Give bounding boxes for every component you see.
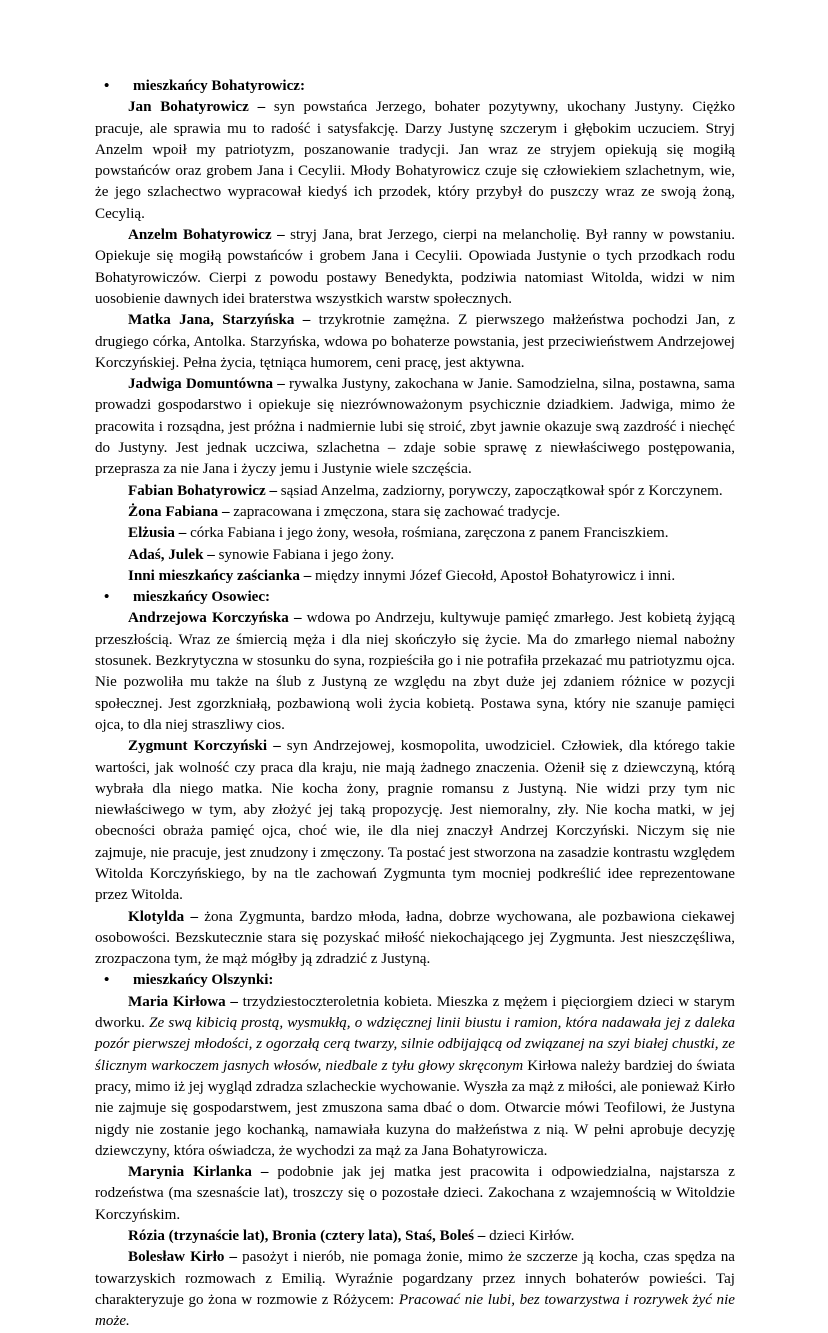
character-description: synowie Fabiana i jego żony. [214, 546, 395, 563]
character-name: Elżusia [128, 525, 175, 542]
character-name: Zygmunt Korczyński [128, 738, 268, 755]
entry-dash: – [269, 482, 277, 499]
character-name: Żona Fabiana [128, 503, 219, 520]
section-bullet-heading [95, 587, 735, 608]
character-description: rywalka Justyny, zakochana w Janie. Samodzielna, silna, postawna, sama prowadzi gospodarstwo i opiekuje się niezrównoważonym psychicznie dziadkiem. Jadwiga, mimo że pracowita i rozsądna, jest próżna i nadmiernie lubi się stroić, zbyt jawnie okazuje swą zazdrość i niechęć do Justyny. Jest jednak uczciwa, szlachetna – zdaje sobie sprawę z niewłaściwego postępowania, przeprasza za nie Jana i życzy jemu i Justynie wiele szczęścia. [95, 376, 735, 478]
section-heading-label: mieszkańcy Olszynki: [133, 972, 274, 989]
character-entry [95, 1162, 735, 1226]
section-heading-label: mieszkańcy Osowiec: [133, 589, 271, 606]
character-entry [95, 310, 735, 374]
bullet-icon: • [104, 972, 110, 989]
section-bullet-heading [95, 76, 735, 97]
character-name: Maria Kirłowa [128, 993, 226, 1010]
character-entry [95, 608, 735, 736]
character-name: Andrzejowa Korczyńska [128, 610, 289, 627]
character-description: sąsiad Anzelma, zadziorny, porywczy, zapoczątkował spór z Korczynem. [277, 482, 723, 499]
character-entry [95, 907, 735, 971]
character-description: trzykrotnie zamężna. Z pierwszego małżeństwa pochodzi Jan, z drugiego córka, Antolka. Starzyńska, wdowa po bohaterze powstania, jest przeciwieństwem Andrzejowej Korczyńskiej. Pełna życia, tętniąca humorem, ceni pracę, jest aktywna. [95, 312, 735, 371]
character-entry [95, 1226, 735, 1247]
character-description: dzieci Kirłów. [485, 1228, 575, 1245]
entry-dash: – [221, 503, 230, 520]
character-name: Fabian Bohatyrowicz [128, 482, 266, 499]
character-name: Marynia Kirlanka [128, 1164, 252, 1181]
character-entry [95, 374, 735, 480]
character-description: pasożyt i nierób, nie pomaga żonie, mimo że szczerze ją kocha, czas spędza na towarzyskich rozmowach z Emilią. Wyraźnie pogardzany przez innych bohaterów powieści. Taj charakteryzuje go żona w rozmowie z Różycem: [95, 1249, 735, 1308]
character-description: syn powstańca Jerzego, bohater pozytywny, ukochany Justyny. Ciężko pracuje, ale sprawia mu to radość i satysfakcję. Darzy Justynę szczerym i głębokim uczuciem. Stryj Anzelm wpoił my patriotyzm, poszanowanie tradycji. Jan wraz ze stryjem opiekują się mogiłą powstańców oraz grobem Jana i Cecylii. Młody Bohatyrowicz czuje się człowiekiem szlachetnym, wie, że jego szlachectwo wypracował kiedyś ich przodek, który przybył do puszczy wraz ze swoją żoną, Cecylią. [95, 99, 735, 222]
entry-dash: – [477, 1228, 486, 1245]
quoted-passage: Pracować nie lubi, bez towarzystwa i rozrywek żyć nie może. [95, 1291, 735, 1330]
character-name: Klotylda [128, 908, 185, 925]
character-entry [95, 523, 735, 544]
character-name: Rózia (trzynaście lat), Bronia (cztery lata), Staś, Boleś [128, 1228, 474, 1245]
entry-dash: – [257, 99, 266, 116]
bullet-icon: • [104, 78, 110, 94]
character-entry [95, 1247, 735, 1332]
entry-dash: – [303, 567, 312, 584]
document-body [95, 76, 735, 1333]
character-description: między innymi Józef Giecołd, Apostoł Bohatyrowicz i inni. [311, 567, 676, 584]
section-heading-label: mieszkańcy Bohatyrowicz: [133, 78, 306, 94]
entry-dash: – [260, 1164, 269, 1181]
entry-dash: – [277, 376, 285, 393]
entry-dash: – [229, 1249, 238, 1266]
character-entry [95, 545, 735, 566]
entry-dash: – [273, 738, 281, 755]
character-description: wdowa po Andrzeju, kultywuje pamięć zmarłego. Jest kobietą żyjącą przeszłością. Wraz ze śmiercią męża i dla niej skończyło się życie. Ma do zmarłego niemal nabożny stosunek. Bezkrytyczna w stosunku do syna, rozpieściła go i nie potrafiła przekazać mu patriotyzmu ojca. Nie pozwoliła mu także na ślub z Justyną ze względu na zbyt duże jej zdaniem różnice w pozycji społecznej. Jest zgorzkniałą, pozbawioną woli życia kobietą. Postawa syna, który nie szanuje pamięci ojca, to dla niej straszliwy cios. [95, 610, 735, 733]
character-entry [95, 225, 735, 310]
character-entry [95, 97, 735, 225]
entry-dash: – [178, 525, 187, 542]
entry-dash: – [277, 227, 285, 244]
character-description: żona Zygmunta, bardzo młoda, ładna, dobrze wychowana, ale pozbawiona ciekawej osobowości. Bezskutecznie stara się pozyskać miłość niekochającego jej Zygmunta. Jest nieszczęśliwa, zrozpaczona tym, że mąż mógłby ją zdradzić z Justyną. [95, 908, 735, 968]
character-entry [95, 502, 735, 523]
character-name: Anzelm Bohatyrowicz [128, 227, 272, 244]
entry-dash: – [230, 993, 238, 1010]
character-name: Matka Jana, Starzyńska [128, 312, 295, 329]
character-description: stryj Jana, brat Jerzego, cierpi na melancholię. Był ranny w powstaniu. Opiekuje się mogiłą powstańców i grobem Jana i Cecylii. Opowiada Justynie o tych przodkach rodu Bohatyrowiczów. Cierpi z powodu postawy Benedykta, podziwia natomiast Witolda, widzi w nim uosobienie dawnych idei braterstwa wszystkich warstw społecznych. [95, 227, 735, 307]
character-name: Jadwiga Domuntówna [128, 376, 274, 393]
character-description-continued: Kirłowa należy bardziej do świata pracy, mimo iż jej wygląd zdradza szlacheckie wychowanie. Wyszła za mąż z miłości, ale ponieważ Kirło nie zajmuje się gospodarstwem, jest zmuszona sama dbać o dom. Otwarcie mówi Teofilowi, że Justyna nigdy nie zostanie jego kochanką, namawiała kuzyna do małżeństwa z nią. W pełni aprobuje decyzję dziewczyny, która oświadcza, że wychodzi za mąż za Jana Bohatyrowicza. [95, 1057, 735, 1159]
bullet-icon: • [104, 589, 110, 606]
entry-dash: – [293, 610, 302, 627]
character-entry [95, 736, 735, 906]
character-name: Inni mieszkańcy zaścianka [128, 567, 300, 584]
entry-dash: – [190, 908, 199, 925]
character-entry [95, 481, 735, 502]
character-entry [95, 992, 735, 1162]
character-name: Adaś, Julek [128, 546, 204, 563]
character-description: trzydziestoczteroletnia kobieta. Mieszka z mężem i pięciorgiem dzieci w starym dworku. [95, 993, 735, 1032]
character-description: córka Fabiana i jego żony, wesoła, rośmiana, zaręczona z panem Franciszkiem. [186, 525, 669, 542]
quoted-passage: Ze swą kibicią prostą, wysmukłą, o wdzięcznej linii biustu i ramion, która nadawała jej z daleka pozór pierwszej młodości, z ogorzałą cerą twarzy, silnie odbijającą od związanej na szyi białej chustki, ze ślicznym warkoczem jasnych włosów, niedbale z tyłu głowy skręconym [95, 1015, 735, 1074]
section-bullet-heading [95, 970, 735, 991]
entry-dash: – [207, 546, 215, 563]
entry-dash: – [302, 312, 311, 329]
character-description: syn Andrzejowej, kosmopolita, uwodziciel. Człowiek, dla którego takie wartości, jak wolność czy praca dla kraju, nie mają żadnego znaczenia. Ożenił się z dziewczyną, którą wybrała dla niego matka. Nie kocha żony, pragnie romansu z Justyną. Nie widzi przy tym nic niewłaściwego w tym, aby złożyć jej taką propozycję. Jest niemoralny, zły. Nie kocha matki, w jej obecności obraża pamięć ojca, choć wie, ile dla niej znaczył Andrzej Korczyński. Niczym się nie zajmuje, nie pracuje, jest znudzony i zmęczony. Ta postać jest stworzona na zasadzie kontrastu względem Witolda Korczyńskiego, by na tle zachowań Zygmunta tym mocniej podkreślić idee reprezentowane przez Witolda. [95, 738, 735, 904]
character-entry [95, 566, 735, 587]
character-description: podobnie jak jej matka jest pracowita i odpowiedzialna, najstarsza z rodzeństwa (ma szesnaście lat), troszczy się o pozostałe dzieci. Zakochana z wzajemnością w Witoldzie Korczyńskim. [95, 1164, 735, 1223]
character-description: zapracowana i zmęczona, stara się zachować tradycje. [229, 503, 561, 520]
character-name: Bolesław Kirło [128, 1249, 225, 1266]
character-name: Jan Bohatyrowicz [128, 99, 249, 116]
